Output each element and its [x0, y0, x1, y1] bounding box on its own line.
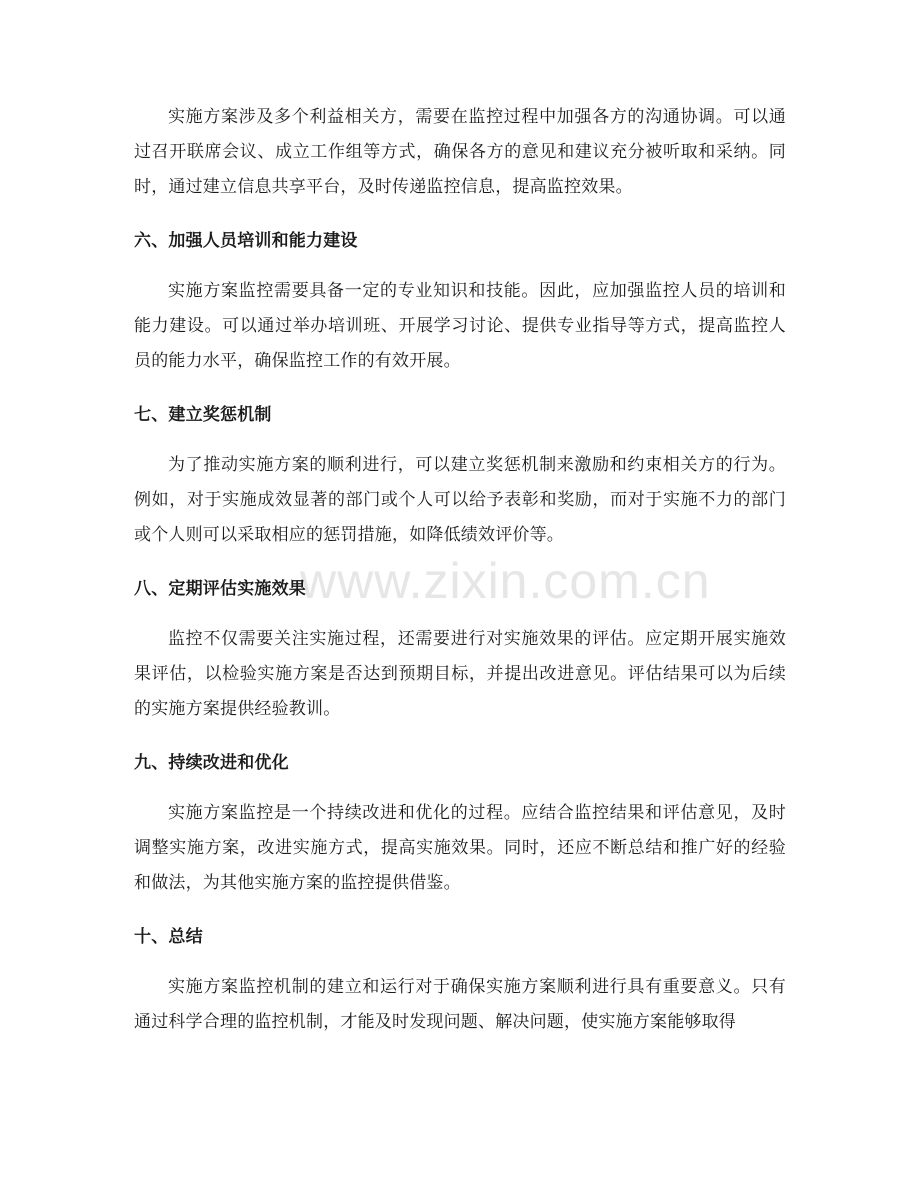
watermark-text: www.zixin.com.cn: [300, 553, 711, 609]
section-heading-8: 八、定期评估实施效果: [134, 579, 306, 599]
paragraph-stakeholder-coordination: 实施方案涉及多个利益相关方，需要在监控过程中加强各方的沟通协调。可以通过召开联席会议、成立工作组等方式，确保各方的意见和建议充分被听取和采纳。同时，通过建立信息共享平台，及时传递监控信息，提高监控效果。: [134, 107, 786, 197]
paragraph-reward-punishment: 为了推动实施方案的顺利进行，可以建立奖惩机制来激励和约束相关方的行为。例如，对于实施成效显著的部门或个人可以给予表彰和奖励，而对于实施不力的部门或个人则可以采取相应的惩罚措施，如降低绩效评价等。: [134, 455, 786, 545]
document-body: [134, 100, 786, 1040]
paragraph-staff-training: 实施方案监控需要具备一定的专业知识和技能。因此，应加强监控人员的培训和能力建设。可以通过举办培训班、开展学习讨论、提供专业指导等方式，提高监控人员的能力水平，确保监控工作的有效开展。: [134, 281, 786, 371]
paragraph-summary: 实施方案监控机制的建立和运行对于确保实施方案顺利进行具有重要意义。只有通过科学合理的监控机制，才能及时发现问题、解决问题，使实施方案能够取得: [134, 977, 786, 1032]
section-heading-7: 七、建立奖惩机制: [134, 405, 272, 425]
paragraph-periodic-evaluation: 监控不仅需要关注实施过程，还需要进行对实施效果的评估。应定期开展实施效果评估，以检验实施方案是否达到预期目标，并提出改进意见。评估结果可以为后续的实施方案提供经验教训。: [134, 629, 786, 719]
section-heading-6: 六、加强人员培训和能力建设: [134, 231, 358, 251]
section-heading-9: 九、持续改进和优化: [134, 753, 289, 773]
paragraph-continuous-improvement: 实施方案监控是一个持续改进和优化的过程。应结合监控结果和评估意见，及时调整实施方案，改进实施方式，提高实施效果。同时，还应不断总结和推广好的经验和做法，为其他实施方案的监控提供借鉴。: [134, 803, 786, 893]
section-heading-10: 十、总结: [134, 927, 203, 947]
